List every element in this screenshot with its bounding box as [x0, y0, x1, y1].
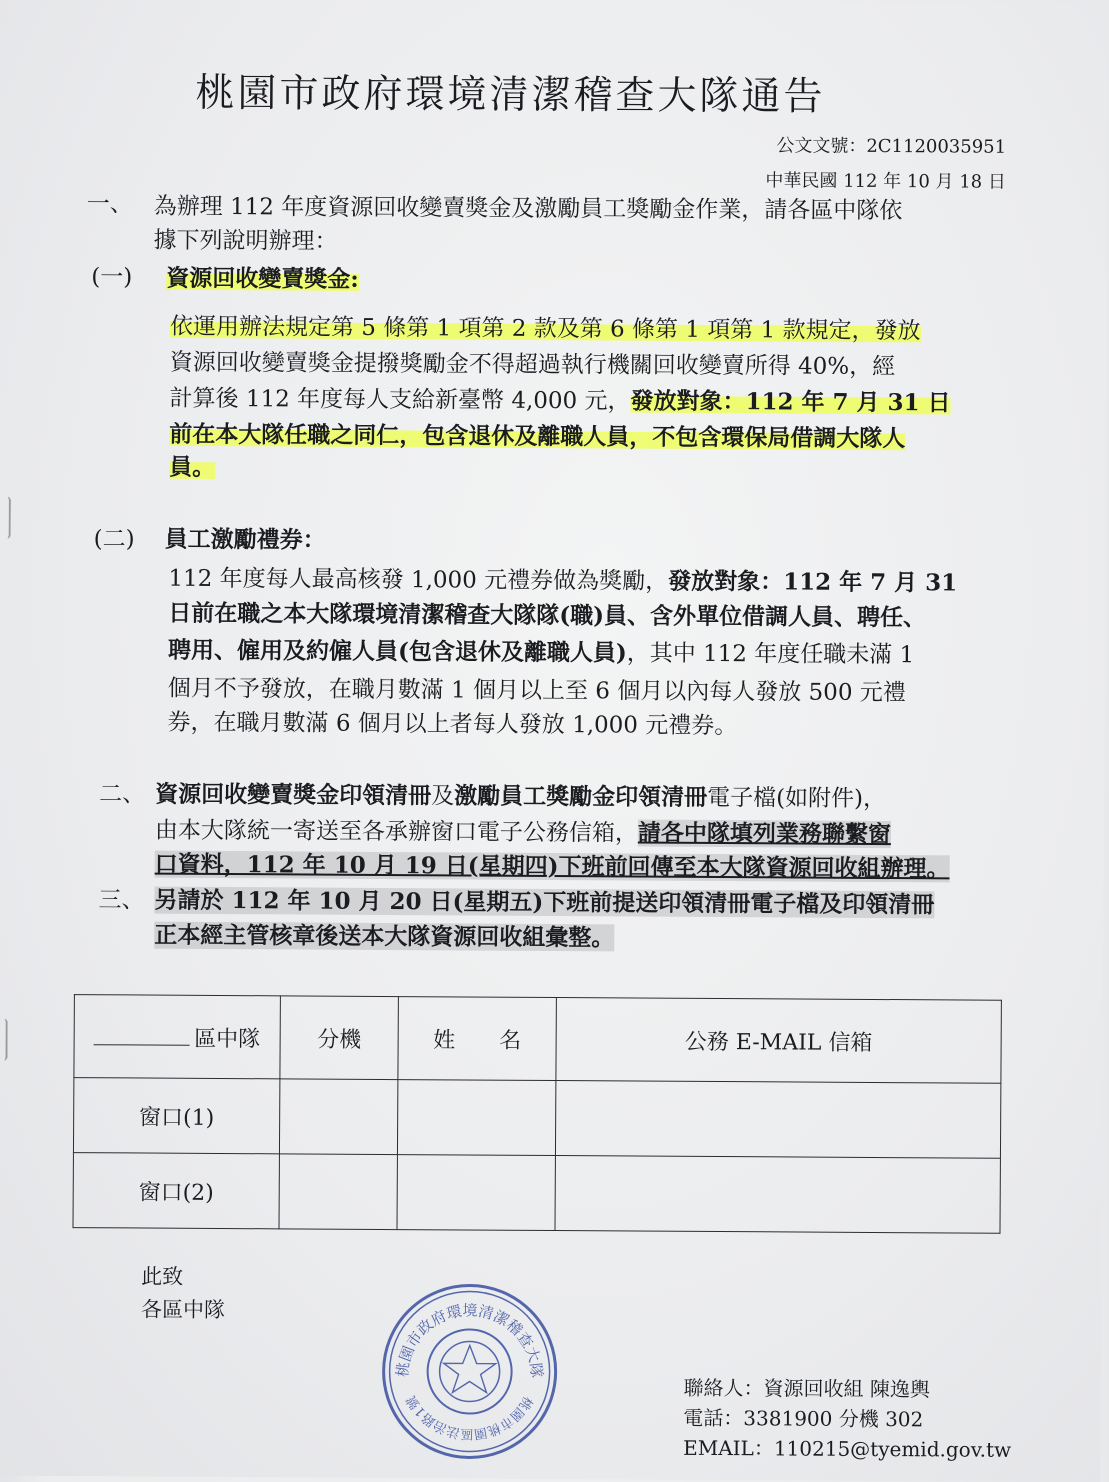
section-2-number: 二、	[99, 781, 146, 808]
table-header-extension: 分機	[280, 996, 399, 1080]
table-header-email: 公務 E-MAIL 信箱	[556, 998, 1001, 1084]
subsection-1-heading	[166, 264, 359, 295]
table-row	[73, 1153, 1000, 1234]
emblem-icon	[439, 1341, 499, 1401]
section-3-line-2-text: 正本經主管核章後送本大隊資源回收組彙整。	[154, 921, 615, 952]
contact-person: 聯絡人：資源回收組 陳逸輿	[683, 1375, 930, 1402]
subsection-2-line-4: 個月不予發放，在職月數滿 1 個月以上至 6 個月以內每人發放 500 元禮	[167, 675, 906, 707]
issue-date: 中華民國 112 年 10 月 18 日	[765, 170, 1006, 193]
official-seal	[379, 1279, 560, 1460]
table-cell-extension[interactable]	[279, 1079, 397, 1155]
table-cell-window: 窗口(2)	[73, 1153, 279, 1229]
notice-title: 桃園市政府環境清潔稽查大隊通告	[195, 70, 826, 120]
contact-phone: 電話：3381900 分機 302	[683, 1405, 924, 1432]
subsection-2-line-1-target: 發放對象：112 年 7 月 31	[668, 567, 958, 597]
subsection-1-line-5-text: 員。	[169, 453, 216, 481]
table-cell-name[interactable]	[397, 1080, 555, 1156]
subsection-1-number: (一)	[91, 264, 133, 291]
subsection-1-line-4	[169, 420, 905, 454]
table-header-name: 姓 名	[398, 997, 557, 1081]
table-cell-email[interactable]	[555, 1081, 1000, 1159]
subsection-1-line-3	[169, 384, 950, 419]
subsection-2-line-1-plain: 112 年度每人最高核發 1,000 元禮券做為獎勵，	[168, 565, 669, 595]
subsection-2-number: (二)	[93, 526, 135, 553]
subsection-1-line-3-plain: 計算後 112 年度每人支給新臺幣 4,000 元，	[169, 385, 631, 415]
section-2-line-3	[155, 850, 950, 885]
table-row	[73, 1078, 1000, 1159]
subsection-2-line-3-plain: ，其中 112 年度任職未滿 1	[626, 640, 915, 669]
subsection-1-line-4-text: 前在本大隊任職之同仁，包含退休及離職人員，不包含環保局借調大隊人	[169, 420, 906, 453]
section-3-number: 三、	[98, 887, 145, 914]
subsection-1-line-3-target: 發放對象：112 年 7 月 31 日	[630, 387, 951, 417]
section-2-line-1-form-a: 資源回收變賣獎金印領清冊	[155, 780, 432, 810]
table-header-squadron-label: 區中隊	[194, 1026, 261, 1052]
subsection-1-line-2: 資源回收變賣獎金提撥獎勵金不得超過執行機關回收變賣所得 40%，經	[169, 349, 896, 381]
closing-recipient: 各區中隊	[140, 1297, 226, 1323]
subsection-2-heading: 員工激勵禮券：	[164, 525, 326, 554]
section-2-line-1	[155, 780, 886, 814]
seal-top-text: 桃園市政府環境清潔稽查大隊	[393, 1301, 546, 1379]
document-number: 公文文號：2C1120035951	[776, 135, 1007, 158]
section-3-line-2	[154, 921, 614, 954]
subsection-1-line-5	[169, 453, 215, 483]
section-2-line-2-plain: 由本大隊統一寄送至各承辦窗口電子公務信箱，	[154, 817, 638, 847]
section-2-line-1-and: 及	[431, 783, 455, 810]
section-3-line-1-text: 另請於 112 年 10 月 20 日(星期五)下班前提送印領清冊電子檔及印領清冊	[154, 886, 935, 919]
section-3-line-1	[154, 886, 934, 921]
subsection-1-line-1-text: 依運用辦法規定第 5 條第 1 項第 2 款及第 6 條第 1 項第 1 款規定，發放	[169, 313, 921, 345]
section-1-number: 一、	[86, 191, 133, 218]
section-2-line-1-tail: 電子檔(如附件)，	[707, 784, 887, 813]
subsection-2-line-1	[168, 564, 957, 599]
subsection-2-line-2: 日前在職之本大隊環境清潔稽查大隊隊(職)員、含外單位借調人員、聘任、	[168, 599, 927, 632]
subsection-1-line-1	[170, 312, 921, 347]
section-2-line-2	[155, 816, 891, 850]
table-cell-email[interactable]	[555, 1156, 1000, 1234]
contact-window-table	[72, 994, 1001, 1234]
table-cell-window: 窗口(1)	[73, 1078, 279, 1154]
section-1-line-2: 據下列說明辦理：	[153, 227, 338, 255]
binder-ring	[0, 1019, 8, 1061]
table-cell-extension[interactable]	[279, 1154, 397, 1230]
seal-bottom-text: 桃園市桃園區法治路1號	[404, 1392, 535, 1442]
table-header-squadron[interactable]	[74, 995, 281, 1079]
section-2-line-1-form-b: 激勵員工獎勵金印領清冊	[454, 782, 708, 811]
table-cell-name[interactable]	[397, 1155, 555, 1231]
subsection-1-heading-text: 資源回收變賣獎金:	[166, 264, 359, 293]
subsection-2-line-5: 券，在職月數滿 6 個月以上者每人發放 1,000 元禮券。	[167, 709, 738, 740]
section-2-line-3-text: 口資料，112 年 10 月 19 日(星期四)下班前回傳至本大隊資源回收組辦理。	[154, 850, 950, 883]
binder-ring	[0, 497, 11, 539]
section-2-line-2-request: 請各中隊填列業務聯繫窗	[637, 819, 891, 849]
closing-salutation: 此致	[141, 1264, 184, 1289]
squadron-blank-line	[94, 1024, 190, 1046]
subsection-2-line-3-bold: 聘用、僱用及約僱人員(包含退休及離職人員)	[167, 636, 627, 667]
contact-email[interactable]: EMAIL：110215@tyemid.gov.tw	[683, 1435, 1012, 1462]
subsection-2-line-3	[168, 636, 914, 671]
table-header-row	[74, 995, 1001, 1084]
section-1-line-1: 為辦理 112 年度資源回收變賣獎金及激勵員工獎勵金作業，請各區中隊依	[153, 193, 903, 225]
